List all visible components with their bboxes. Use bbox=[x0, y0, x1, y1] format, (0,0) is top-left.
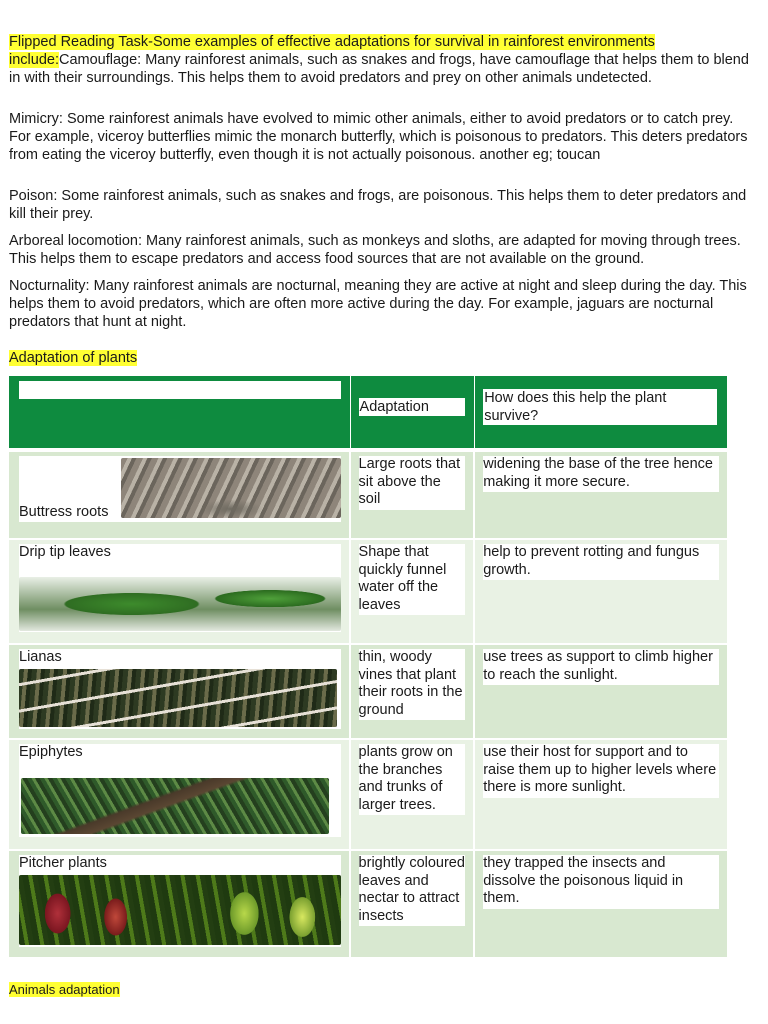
plants-heading-text: Adaptation of plants bbox=[9, 350, 138, 366]
table-row bbox=[9, 740, 727, 851]
adaptation-cell bbox=[351, 452, 476, 540]
adaptation-cell bbox=[351, 740, 476, 851]
table-row bbox=[9, 645, 727, 740]
plant-name-cell bbox=[9, 851, 351, 959]
header-cell-name bbox=[9, 376, 351, 448]
animals-heading-text: Animals adaptation bbox=[9, 982, 120, 997]
header-blank-box bbox=[19, 381, 341, 399]
how-text: widening the base of the tree hence making it more secure. bbox=[483, 456, 719, 492]
adaptation-text: Large roots that sit above the soil bbox=[359, 456, 466, 510]
buttress-roots-photo bbox=[121, 458, 341, 518]
mimicry-paragraph: Mimicry: Some rainforest animals have evolved to mimic other animals, either to avoid predators or to catch prey. For example, viceroy butterflies mimic the monarch butterfly, which is poisonous to predators. This deters predators from eating the viceroy butterfly, even though it is not actually poisonous. another eg; toucan bbox=[9, 111, 748, 163]
table-header-row bbox=[9, 376, 727, 448]
plant-name: Lianas bbox=[19, 649, 62, 665]
task-title: Flipped Reading Task-Some examples of effective adaptations for survival in rainforest environments include: bbox=[9, 34, 655, 68]
name-image-box bbox=[19, 456, 341, 522]
epiphytes-photo bbox=[21, 778, 329, 834]
how-text: they trapped the insects and dissolve the poisonous liquid in them. bbox=[483, 855, 719, 909]
adaptation-cell bbox=[351, 540, 476, 645]
how-text: use their host for support and to raise them up to higher levels where there is more sunlight. bbox=[483, 744, 719, 798]
adaptation-cell bbox=[351, 851, 476, 959]
adaptation-text: brightly coloured leaves and nectar to attract insects bbox=[359, 855, 466, 926]
plant-name-cell bbox=[9, 540, 351, 645]
header-adaptation-label: Adaptation bbox=[359, 398, 465, 416]
plant-name-cell bbox=[9, 645, 351, 740]
poison-paragraph: Poison: Some rainforest animals, such as snakes and frogs, are poisonous. This helps them to deter predators and kill their prey. bbox=[9, 188, 747, 222]
plant-name: Drip tip leaves bbox=[19, 544, 111, 560]
table-row bbox=[9, 851, 727, 959]
plant-name: Pitcher plants bbox=[19, 855, 107, 871]
plant-name-cell bbox=[9, 740, 351, 851]
adaptation-text: Shape that quickly funnel water off the leaves bbox=[359, 544, 466, 615]
lianas-photo bbox=[19, 669, 337, 727]
pitcher-plants-photo bbox=[19, 875, 341, 945]
how-cell bbox=[475, 452, 727, 540]
animals-heading bbox=[9, 981, 120, 999]
arboreal-paragraph: Arboreal locomotion: Many rainforest animals, such as monkeys and sloths, are adapted for moving through trees. This helps them to escape predators and access food sources that are not available on the ground. bbox=[9, 233, 741, 267]
name-image-box bbox=[19, 855, 341, 947]
drip-tip-leaves-photo bbox=[19, 577, 341, 631]
table-row bbox=[9, 452, 727, 540]
how-cell bbox=[475, 540, 727, 645]
plant-name-cell bbox=[9, 452, 351, 540]
header-how-label: How does this help the plant survive? bbox=[483, 389, 717, 425]
name-image-box bbox=[19, 649, 341, 729]
nocturnality-paragraph: Nocturnality: Many rainforest animals are nocturnal, meaning they are active at night and sleep during the day. This helps them to avoid predators, which are often more active during the day. For example, jaguars are nocturnal predators that hunt at night. bbox=[9, 278, 747, 330]
camouflage-text: Camouflage: Many rainforest animals, such as snakes and frogs, have camouflage that helps them to blend in with their surroundings. This helps them to avoid predators and prey on other animals undetected. bbox=[9, 52, 749, 86]
plant-name: Epiphytes bbox=[19, 744, 83, 760]
adaptation-text: thin, woody vines that plant their roots in the ground bbox=[359, 649, 466, 720]
adaptation-text: plants grow on the branches and trunks of larger trees. bbox=[359, 744, 466, 815]
how-text: use trees as support to climb higher to reach the sunlight. bbox=[483, 649, 719, 685]
table-row bbox=[9, 540, 727, 645]
plants-heading bbox=[9, 349, 137, 367]
how-cell bbox=[475, 851, 727, 959]
how-cell bbox=[475, 740, 727, 851]
header-cell-how bbox=[475, 376, 727, 448]
how-text: help to prevent rotting and fungus growth. bbox=[483, 544, 719, 580]
how-cell bbox=[475, 645, 727, 740]
intro-paragraph bbox=[9, 33, 754, 87]
name-image-box bbox=[19, 744, 341, 837]
plant-adaptations-table bbox=[9, 376, 727, 959]
adaptation-cell bbox=[351, 645, 476, 740]
plant-name: Buttress roots bbox=[19, 504, 109, 520]
name-image-box bbox=[19, 544, 341, 632]
header-cell-adaptation bbox=[351, 376, 476, 448]
